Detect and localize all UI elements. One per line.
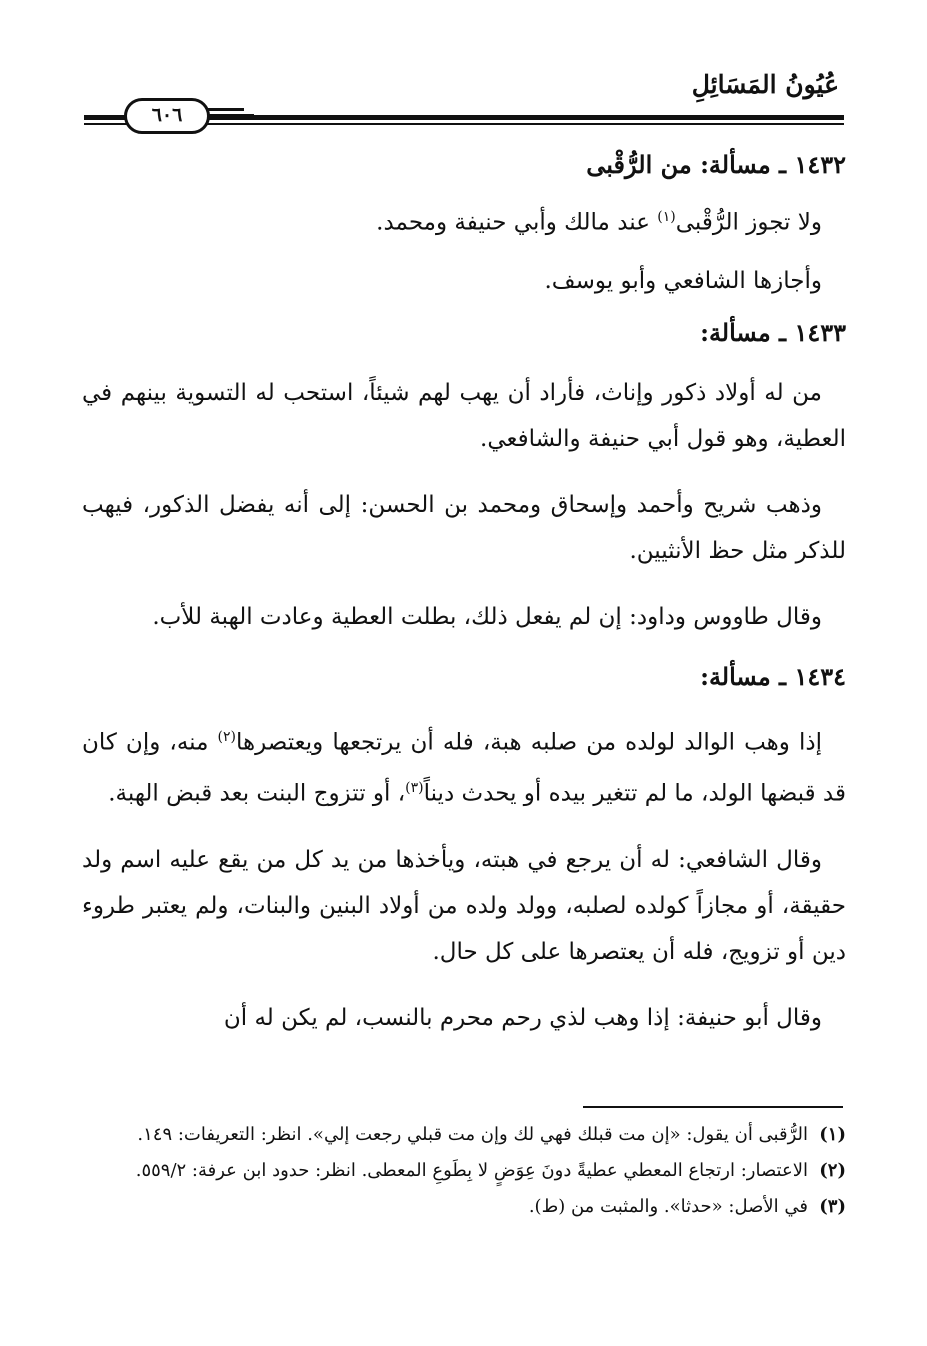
paragraph-1432-1-text: ولا تجوز الرُّقْبى (675, 209, 822, 236)
paragraph-1432-2: وأجازها الشافعي وأبو يوسف. (544, 267, 822, 294)
footnote-number: (٣) (819, 1196, 846, 1217)
main-text (82, 148, 846, 1041)
issue-heading-1433: ١٤٣٣ ـ مسألة: (700, 317, 846, 347)
footnote-number: (٢) (819, 1160, 846, 1181)
page-number-ornament-lower (204, 114, 254, 117)
issue-heading-1434: ١٤٣٤ ـ مسألة: (700, 661, 846, 691)
footnote-separator (583, 1106, 843, 1108)
footnote-ref-2: (٢) (217, 728, 236, 745)
paragraph-1434-2: وقال الشافعي: له أن يرجع في هبته، ويأخذها من يد كل من يقع عليه اسم ولد حقيقة، أو مجازاً كولده لصلبه، وولد ولده من أولاد البنين والبنات، ولم يعتبر طروء دين أو تزويج، فله أن يعتصرها على كل حال. (82, 846, 846, 965)
footnote-ref-3: (٣) (405, 780, 424, 797)
paragraph-1434-3: وقال أبو حنيفة: إذا وهب لذي رحم محرم بالنسب، لم يكن له أن (223, 1004, 822, 1031)
paragraph-1433-1: من له أولاد ذكور وإناث، فأراد أن يهب لهم شيئاً، استحب له التسوية بينهم في العطية، وهو قول أبي حنيفة والشافعي. (82, 379, 846, 452)
footnote-3 (82, 1192, 846, 1222)
footnote-number: (١) (819, 1124, 846, 1145)
footnote-text: الرُّقبى أن يقول: «إن مت قبلك فهي لك وإن مت قبلي رجعت إلي». انظر: التعريفات: ١٤٩. (137, 1124, 808, 1145)
footnotes (82, 1120, 846, 1228)
paragraph-1433-3: وقال طاووس وداود: إن لم يفعل ذلك، بطلت العطية وعادت الهبة للأب. (152, 603, 822, 630)
running-title: عُيُونُ المَسَائِلِ (691, 70, 839, 99)
page-number-ornament (204, 108, 244, 111)
paragraph-1433-2: وذهب شريح وأحمد وإسحاق ومحمد بن الحسن: إلى أنه يفضل الذكور، فيهب للذكر مثل حظ الأنثيين. (82, 491, 846, 564)
paragraph-1434-1-part-a: إذا وهب الوالد لولده من صلبه هبة، فله أن يرتجعها ويعتصرها (235, 729, 822, 756)
paragraph-1434-1-part-b: منه، وإن كان قد قبضها الولد، ما لم تتغير بيده أو يحدث ديناً (82, 729, 846, 807)
footnote-2 (82, 1156, 846, 1186)
footnote-text: الاعتصار: ارتجاع المعطي عطيةً دونَ عِوَضٍ لا بِطَوعِ المعطى. انظر: حدود ابن عرفة: ٥٥٩/٢. (135, 1160, 808, 1181)
page-number: ٦٠٦ (124, 98, 210, 134)
paragraph-1432-1 (82, 194, 846, 246)
footnote-text: في الأصل: «حدثا». والمثبت من (ط). (528, 1196, 808, 1217)
footnote-ref-1: (١) (657, 209, 676, 225)
issue-heading-1432: ١٤٣٢ ـ مسألة: من الرُّقْبى (586, 150, 846, 179)
paragraph-1434-1-part-c: ، أو تتزوج البنت بعد قبض الهبة. (108, 780, 406, 807)
paragraph-1434-1 (82, 714, 846, 817)
paragraph-1432-1-rest: عند مالك وأبي حنيفة ومحمد. (376, 209, 658, 236)
footnote-1 (82, 1120, 846, 1150)
